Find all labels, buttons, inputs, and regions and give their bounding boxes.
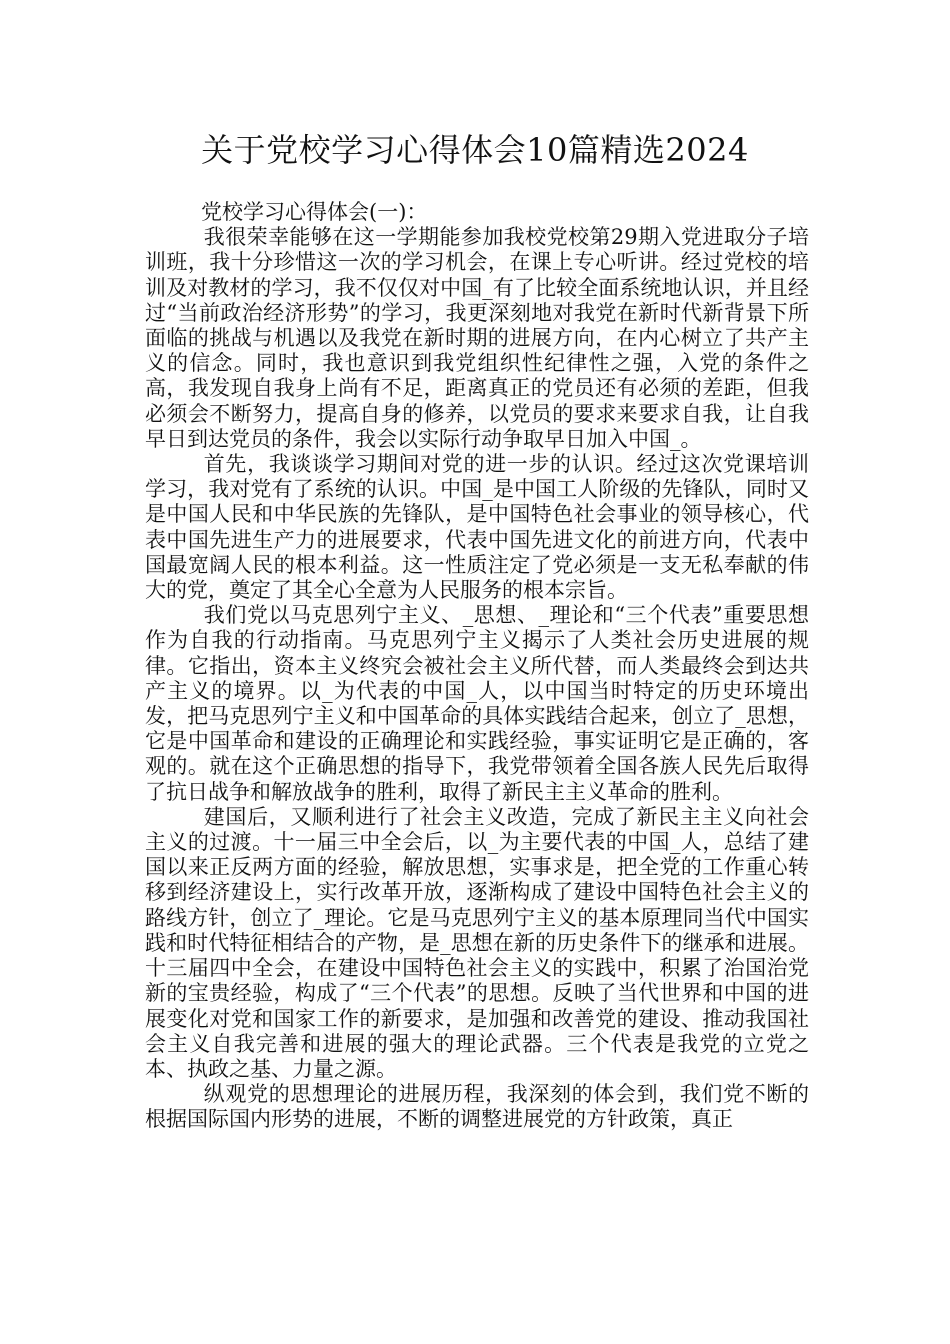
paragraph-4: 建国后，又顺利进行了社会主义改造，完成了新民主主义向社会主义的过渡。十一届三中全会后，以_为主要代表的中国_人，总结了建国以来正反两方面的经验，解放思想，实事求是，把全党的工作重心转移到经济建设上，实行改革开放，逐渐构成了建设中国特色社会主义的路线方针，创立了_理论。它是马克思列宁主义的基本原理同当代中国实践和时代特征相结合的产物，是_思想在新的历史条件下的继承和进展。十三届四中全会，在建设中国特色社会主义的实践中，积累了治国治党新的宝贵经验，构成了“三个代表”的思想。反映了当代世界和中国的进展变化对党和国家工作的新要求，是加强和改善党的建设、推动我国社会主义自我完善和进展的强大的理论武器。三个代表是我党的立党之本、执政之基、力量之源。 — [145, 804, 809, 1081]
document-title: 关于党校学习心得体会10篇精选2024 — [201, 131, 749, 169]
section-heading: 党校学习心得体会(一)： — [201, 200, 428, 224]
paragraph-5: 纵观党的思想理论的进展历程，我深刻的体会到，我们党不断的根据国际国内形势的进展，不断的调整进展党的方针政策，真正 — [145, 1082, 809, 1132]
paragraph-3: 我们党以马克思列宁主义、_思想、_理论和“三个代表”重要思想作为自我的行动指南。马克思列宁主义揭示了人类社会历史进展的规律。它指出，资本主义终究会被社会主义所代替，而人类最终会到达共产主义的境界。以_为代表的中国_人，以中国当时特定的历史环境出发，把马克思列宁主义和中国革命的具体实践结合起来，创立了_思想，它是中国革命和建设的正确理论和实践经验，事实证明它是正确的，客观的。就在这个正确思想的指导下，我党带领着全国各族人民先后取得了抗日战争和解放战争的胜利，取得了新民主主义革命的胜利。 — [145, 603, 809, 804]
document-body — [145, 200, 809, 1133]
paragraph-1: 我很荣幸能够在这一学期能参加我校党校第29期入党进取分子培训班，我十分珍惜这一次的学习机会，在课上专心听讲。经过党校的培训及对教材的学习，我不仅仅对中国_有了比较全面系统地认识，并且经过“当前政治经济形势”的学习，我更深刻地对我党在新时代新背景下所面临的挑战与机遇以及我党在新时期的进展方向，在内心树立了共产主义的信念。同时，我也意识到我党组织性纪律性之强，入党的条件之高，我发现自我身上尚有不足，距离真正的党员还有必须的差距，但我必须会不断努力，提高自身的修养，以党员的要求来要求自我，让自我早日到达党员的条件，我会以实际行动争取早日加入中国_。 — [145, 225, 809, 451]
paragraph-2: 首先，我谈谈学习期间对党的进一步的认识。经过这次党课培训学习，我对党有了系统的认识。中国_是中国工人阶级的先锋队，同时又是中国人民和中华民族的先锋队，是中国特色社会事业的领导核心，代表中国先进生产力的进展要求，代表中国先进文化的前进方向，代表中国最宽阔人民的根本利益。这一性质注定了党必须是一支无私奉献的伟大的党，奠定了其全心全意为人民服务的根本宗旨。 — [145, 452, 809, 603]
